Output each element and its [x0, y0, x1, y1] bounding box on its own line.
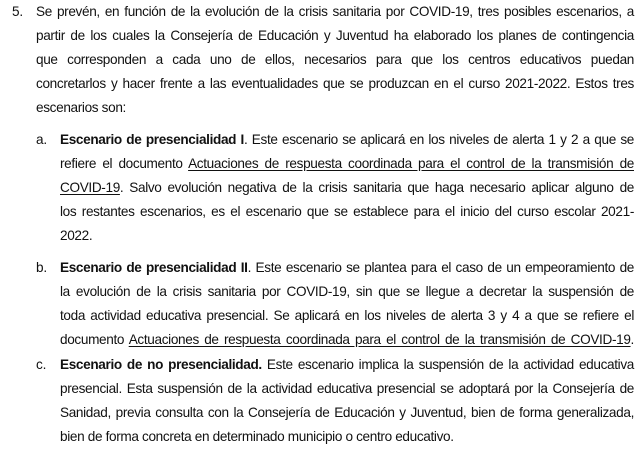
list-letter: c. [36, 357, 47, 372]
scenario-title: Escenario de presencialidad II [60, 260, 248, 275]
scenario-title: Escenario de no presencialidad. [60, 357, 262, 372]
scenario-line: presencial. Esta suspensión de la actividad educativa presencial se adoptará por la Consejería de [60, 381, 634, 396]
scenario-text: . [630, 332, 634, 347]
scenario-line: los restantes escenarios, es el escenario que se establece para el inicio del curso escolar 2021- [60, 204, 634, 219]
scenario-text: documento [60, 332, 129, 347]
scenario-line [60, 353, 634, 377]
scenario-line: toda actividad educativa presencial. Se aplicará en los niveles de alerta 3 y 4 a que se refiere el [60, 308, 634, 323]
paragraph-line: partir de los cuales la Consejería de Educación y Juventud ha elaborado los planes de contingencia [36, 28, 634, 43]
scenario-line [60, 256, 634, 280]
list-letter: a. [36, 132, 47, 147]
scenario-line [60, 152, 634, 176]
scenario-text: . Este escenario se plantea para el caso de un empeoramiento de [247, 260, 634, 275]
list-letter: b. [36, 260, 47, 275]
scenario-line [60, 328, 634, 352]
paragraph-line: concretarlos y hacer frente a las eventualidades que se produzcan en el curso 2021-2022. Estos tres [36, 76, 634, 91]
document-reference-link[interactable]: COVID-19 [60, 180, 120, 195]
scenario-line: Sanidad, previa consulta con la Consejería de Educación y Juventud, bien de forma generalizada, [60, 405, 634, 420]
scenario-title: Escenario de presencialidad I [60, 132, 244, 147]
scenario-line [60, 176, 634, 200]
scenario-text: refiere el documento [60, 156, 189, 171]
paragraph-line: que corresponden a cada uno de ellos, necesarios para que los centros educativos puedan [36, 52, 634, 67]
paragraph-line: escenarios son: [36, 100, 126, 115]
scenario-text: . Este escenario se aplicará en los niveles de alerta 1 y 2 a que se [243, 132, 634, 147]
scenario-line: 2022. [60, 228, 93, 243]
scenario-line: la evolución de la crisis sanitaria por COVID-19, sin que se llegue a decretar la suspensión de [60, 284, 634, 299]
paragraph-line: Se prevén, en función de la evolución de la crisis sanitaria por COVID-19, tres posibles escenarios, a [36, 4, 634, 19]
document-reference-link[interactable]: Actuaciones de respuesta coordinada para el control de la transmisión de [188, 156, 634, 171]
list-number: 5. [12, 4, 23, 19]
scenario-line: bien de forma concreta en determinado municipio o centro educativo. [60, 429, 454, 444]
scenario-text: Este escenario implica la suspensión de la actividad educativa [261, 357, 634, 372]
document-reference-link[interactable]: Actuaciones de respuesta coordinada para el control de la transmisión de COVID-19 [128, 332, 631, 347]
scenario-text: . Salvo evolución negativa de la crisis sanitaria que haga necesario aplicar alguno de [119, 180, 634, 195]
scenario-line [60, 128, 634, 152]
